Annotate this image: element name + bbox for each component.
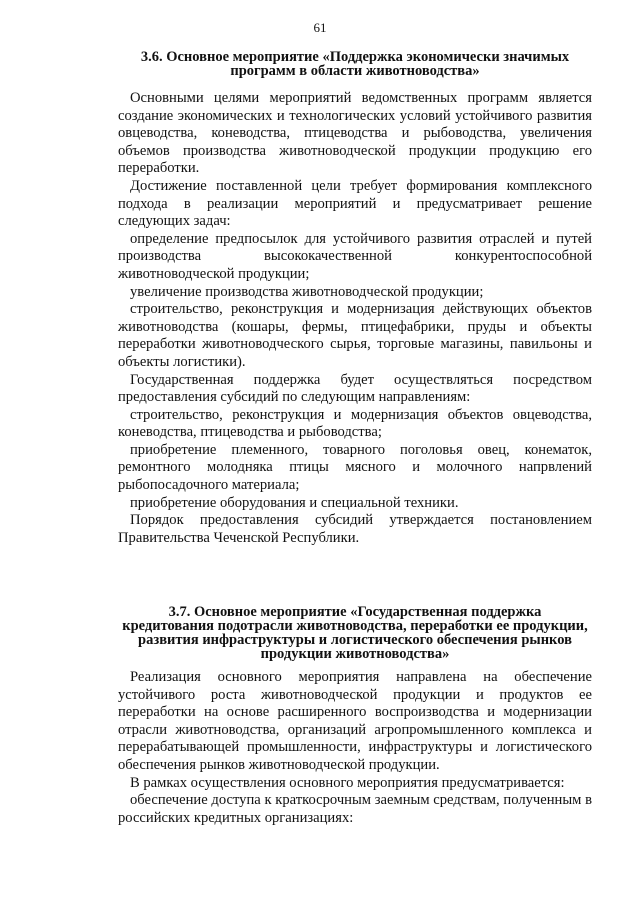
paragraph: обеспечение доступа к краткосрочным заемным средствам, полученным в российских кредитных организациях: xyxy=(118,792,592,826)
paragraph: В рамках осуществления основного мероприятия предусматривается: xyxy=(130,774,565,791)
paragraph: Реализация основного мероприятия направлена на обеспечение устойчивого роста животноводческой продукции и продуктов ее переработки на основе расширенного воспроизводства и модернизации отрасли животноводства, организаций агропромышленного комплекса и перерабатывающей промышленности, инфраструктуры и логистического обеспечения рынков животноводческой продукции. xyxy=(118,669,592,773)
paragraph: строительство, реконструкция и модернизация объектов овцеводства, коневодства, птицеводства и рыбоводства; xyxy=(118,406,592,441)
paragraph: определение предпосылок для устойчивого развития отраслей и путей производства высококачественной конкурентоспособной животноводческой продукции; xyxy=(118,230,592,282)
paragraph: увеличение производства животноводческой продукции; xyxy=(130,283,484,300)
paragraph: Порядок предоставления субсидий утверждается постановлением Правительства Чеченской Республики. xyxy=(118,512,592,546)
heading-line: развития инфраструктуры и логистического обеспечения рынков xyxy=(138,632,572,648)
paragraph: Государственная поддержка будет осуществляться посредством предоставления субсидий по следующим направлениям: xyxy=(118,371,592,406)
section-3-7-heading xyxy=(118,605,592,661)
section-3-6-body xyxy=(118,90,592,547)
heading-line: 3.6. Основное мероприятие «Поддержка экономически значимых xyxy=(140,49,570,65)
page-number: 61 xyxy=(313,20,327,35)
paragraph: Основными целями мероприятий ведомственных программ является создание экономических и технологических условий устойчивого развития овцеводства, коневодства, птицеводства и рыбоводства, увеличения объемов производства животноводческой продукции продукцию его переработки. xyxy=(118,90,592,177)
heading-line: 3.7. Основное мероприятие «Государственная поддержка xyxy=(168,604,542,620)
heading-line: кредитования подотрасли животноводства, переработки ее продукции, xyxy=(122,618,588,634)
section-3-6-heading xyxy=(118,50,592,78)
heading-line: продукции животноводства» xyxy=(260,646,450,662)
paragraph: Достижение поставленной цели требует формирования комплексного подхода в реализации мероприятий и предусматривает решение следующих задач: xyxy=(118,177,592,230)
paragraph: приобретение оборудования и специальной техники. xyxy=(130,494,459,511)
section-3-7-body xyxy=(118,669,592,827)
section-3-6 xyxy=(118,50,592,547)
heading-line: программ в области животноводства» xyxy=(230,63,480,79)
paragraph: приобретение племенного, товарного поголовья овец, конематок, ремонтного молодняка птицы мясного и молочного напрвлений рыбопосадочного материала; xyxy=(118,441,592,494)
section-3-7 xyxy=(118,605,592,827)
paragraph: строительство, реконструкция и модернизация действующих объектов животноводства (кошары, фермы, птицефабрики, пруды и объекты переработки животноводческого сырья, торговые магазины, павильоны и объекты логистики). xyxy=(118,301,592,370)
